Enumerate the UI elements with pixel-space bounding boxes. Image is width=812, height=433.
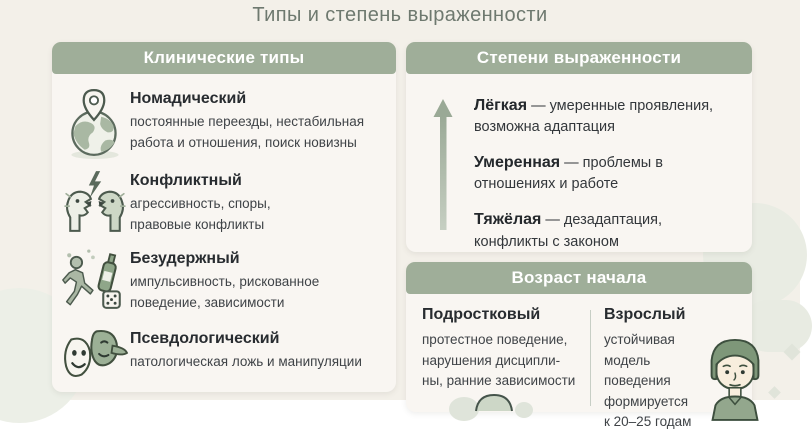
- severity-panel: [406, 42, 752, 252]
- list-item: [60, 169, 384, 247]
- list-item-text: [130, 87, 384, 154]
- severity-header: Степени выраженности: [406, 42, 752, 74]
- up-arrow-icon: [432, 94, 474, 266]
- severity-item-line: конфликты с законом: [474, 233, 619, 250]
- severity-item-line: отношениях и работе: [474, 176, 619, 193]
- list-item: [60, 247, 384, 327]
- age-column-line: ны, ранние зависимости: [422, 373, 576, 389]
- severity-item-line: [474, 151, 742, 174]
- item-title: Конфликтный: [130, 172, 242, 189]
- severity-item-title: Лёгкая: [474, 97, 528, 114]
- item-description-line: работа и отношения, поиск новизны: [130, 134, 357, 150]
- arguing-heads-icon: [60, 169, 130, 235]
- clinical-types-header: Клинические типы: [52, 42, 396, 74]
- severity-item: [474, 151, 742, 195]
- item-description-line: агрессивность, споры,: [130, 196, 271, 211]
- item-description-line: постоянные переезды, нестабильная: [130, 114, 365, 129]
- severity-item-text: — умеренные проявления,: [531, 98, 714, 114]
- list-item-text: [130, 327, 384, 373]
- item-description-line: патологическая ложь и манипуляции: [130, 354, 362, 369]
- age-column-title: Взрослый: [604, 306, 686, 323]
- severity-item-title: Умеренная: [474, 154, 561, 172]
- severity-item: [474, 94, 742, 138]
- page-title: Типы и степень выраженности: [252, 4, 548, 26]
- item-title: Псевдологический: [130, 330, 280, 347]
- list-item-text: [130, 247, 384, 314]
- age-column-line: протестное поведение,: [422, 332, 568, 347]
- item-title: Номадический: [130, 90, 247, 107]
- severity-body: [406, 74, 752, 266]
- running-bottle-dice-icon: [60, 247, 130, 313]
- severity-item: [474, 208, 742, 252]
- age-column-line: к 20–25 годам: [604, 414, 692, 430]
- theater-masks-icon: [60, 327, 130, 385]
- item-description-line: правовые конфликты: [130, 216, 265, 232]
- list-item: [60, 87, 384, 169]
- partial-head-illustration: [448, 389, 540, 420]
- severity-item-line: [474, 94, 742, 117]
- severity-items: [474, 94, 742, 266]
- item-title: Безудержный: [130, 250, 240, 267]
- item-description-line: поведение, зависимости: [130, 294, 285, 310]
- globe-pin-icon: [60, 87, 130, 161]
- list-item-text: [130, 169, 384, 236]
- man-portrait-icon: [695, 336, 775, 425]
- severity-item-line: [474, 208, 742, 231]
- age-column-line: нарушения дисципли-: [422, 352, 561, 368]
- column-divider: [590, 310, 591, 406]
- age-column-title: Подростковый: [422, 306, 541, 323]
- clinical-types-list: [52, 74, 396, 389]
- severity-item-text: — дезадаптация,: [545, 212, 663, 229]
- list-item: [60, 327, 384, 385]
- clinical-types-panel: [52, 42, 396, 392]
- age-column-line: формируется: [604, 393, 689, 409]
- severity-item-text: — проблемы в: [564, 155, 663, 172]
- age-column-line: устойчивая модель: [604, 332, 675, 368]
- severity-item-line: возможна адаптация: [474, 119, 615, 136]
- severity-item-title: Тяжёлая: [474, 211, 542, 229]
- age-of-onset-header: Возраст начала: [406, 262, 752, 294]
- age-column-line: поведения: [604, 373, 671, 389]
- item-description-line: импульсивность, рискованное: [130, 274, 320, 289]
